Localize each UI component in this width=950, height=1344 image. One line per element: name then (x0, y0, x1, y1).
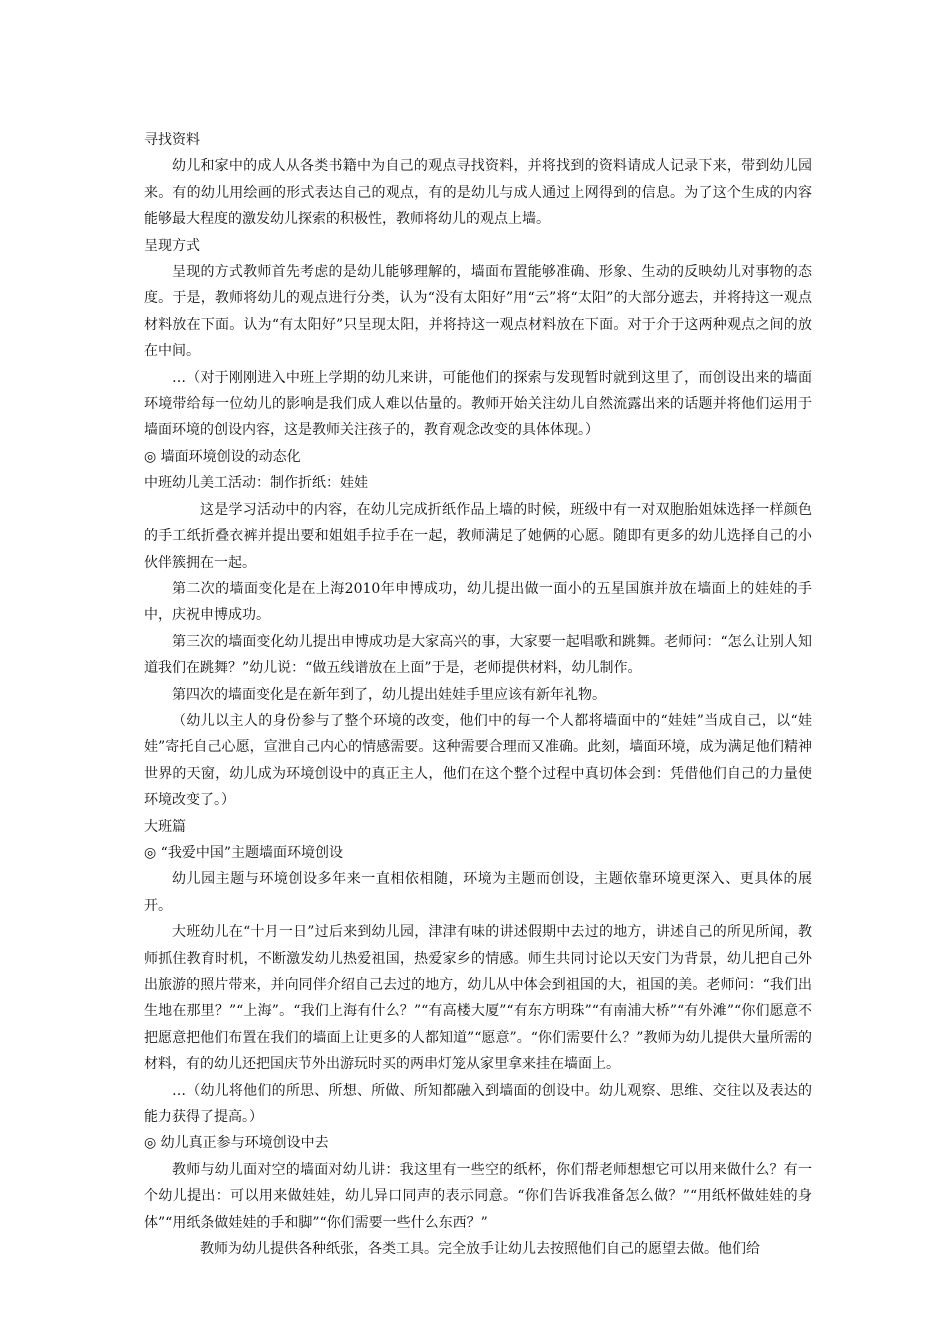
section-heading-participation: ◎ 幼儿真正参与环境创设中去 (144, 1135, 329, 1152)
paragraph: 第三次的墙面变化幼儿提出申博成功是大家高兴的事，大家要一起唱歌和跳舞。老师问：“怎么让别人知道我们在跳舞？”幼儿说：“做五线谱放在上面”于是，老师提供材料，幼儿制作。 (144, 633, 812, 677)
heading-find-materials: 寻找资料 (144, 132, 200, 148)
paragraph: 教师为幼儿提供各种纸张，各类工具。完全放手让幼儿去按照他们自己的愿望去做。他们给 (200, 1241, 760, 1258)
paragraph: 呈现的方式教师首先考虑的是幼儿能够理解的，墙面布置能够准确、形象、生动的反映幼儿对事物的态度。于是，教师将幼儿的观点进行分类，认为“没有太阳好”用“云”将“太阳”的大部分遮去，并将持这一观点材料放在下面。认为“有太阳好”只呈现太阳，并将持这一观点材料放在下面。对于介于这两种观点之间的放在中间。 (144, 264, 812, 360)
subheading-art-activity: 中班幼儿美工活动：制作折纸：娃娃 (144, 475, 368, 492)
paragraph: 幼儿园主题与环境创设多年来一直相依相随，环境为主题而创设，主题依靠环境更深入、更具体的展开。 (144, 871, 812, 914)
paragraph: 这是学习活动中的内容，在幼儿完成折纸作品上墙的时候，班级中有一对双胞胎姐妹选择一样颜色的手工纸折叠衣裤并提出要和姐姐手拉手在一起，教师满足了她俩的心愿。随即有更多的幼儿选择自己的小伙伴簇拥在一起。 (144, 501, 812, 571)
paragraph: 第二次的墙面变化是在上海2010年申博成功，幼儿提出做一面小的五星国旗并放在墙面上的娃娃的手中，庆祝申博成功。 (144, 580, 812, 624)
heading-senior-class: 大班篇 (144, 818, 186, 835)
paragraph: …（幼儿将他们的所思、所想、所做、所知都融入到墙面的创设中。幼儿观察、思维、交往以及表达的能力获得了提高。） (144, 1082, 812, 1126)
paragraph: 幼儿和家中的成人从各类书籍中为自己的观点寻找资料，并将找到的资料请成人记录下来，带到幼儿园来。有的幼儿用绘画的形式表达自己的观点，有的是幼儿与成人通过上网得到的信息。为了这个生成的内容能够最大程度的激发幼儿探索的积极性，教师将幼儿的观点上墙。 (144, 158, 812, 228)
heading-presentation: 呈现方式 (144, 237, 200, 254)
section-heading-love-china: ◎ “我爱中国”主题墙面环境创设 (144, 844, 343, 861)
paragraph: …（对于刚刚进入中班上学期的幼儿来讲，可能他们的探索与发现暂时就到这里了，而创设出来的墙面环境带给每一位幼儿的影响是我们成人难以估量的。教师开始关注幼儿自然流露出来的话题并将他们运用于墙面环境的创设内容，这是教师关注孩子的，教育观念改变的具体体现。） (144, 369, 812, 439)
document-body (144, 127, 812, 1262)
paragraph: 第四次的墙面变化是在新年到了，幼儿提出娃娃手里应该有新年礼物。 (172, 686, 606, 703)
paragraph: 教师与幼儿面对空的墙面对幼儿讲：我这里有一些空的纸杯，你们帮老师想想它可以用来做什么？有一个幼儿提出：可以用来做娃娃，幼儿异口同声的表示同意。“你们告诉我准备怎么做？”“用纸杯做娃娃的身体”“用纸条做娃娃的手和脚”“你们需要一些什么东西？” (144, 1161, 812, 1231)
paragraph: 大班幼儿在“十月一日”过后来到幼儿园，津津有味的讲述假期中去过的地方，讲述自己的所见所闻，教师抓住教育时机，不断激发幼儿热爱祖国，热爱家乡的情感。师生共同讨论以天安门为背景，幼儿把自己外出旅游的照片带来，并向同伴介绍自己去过的地方，幼儿从中体会到祖国的大，祖国的美。老师问：“我们出生地在那里？”“上海”。“我们上海有什么？”“有高楼大厦”“有东方明珠”“有南浦大桥”“有外滩”“你们愿意不把愿意把他们布置在我们的墙面上让更多的人都知道”“愿意”。“你们需要什么？”教师为幼儿提供大量所需的材料，有的幼儿还把国庆节外出游玩时买的两串灯笼从家里拿来挂在墙面上。 (144, 924, 812, 1073)
section-heading-dynamic-wall: ◎ 墙面环境创设的动态化 (144, 448, 301, 465)
paragraph: （幼儿以主人的身份参与了整个环境的改变，他们中的每一个人都将墙面中的“娃娃”当成自己，以“娃娃”寄托自己心愿，宣泄自己内心的情感需要。这种需要合理而又准确。此刻，墙面环境，成为满足他们精神世界的天窗，幼儿成为环境创设中的真正主人，他们在这个整个过程中真切体会到：凭借他们自己的力量使环境改变了。） (144, 712, 812, 809)
